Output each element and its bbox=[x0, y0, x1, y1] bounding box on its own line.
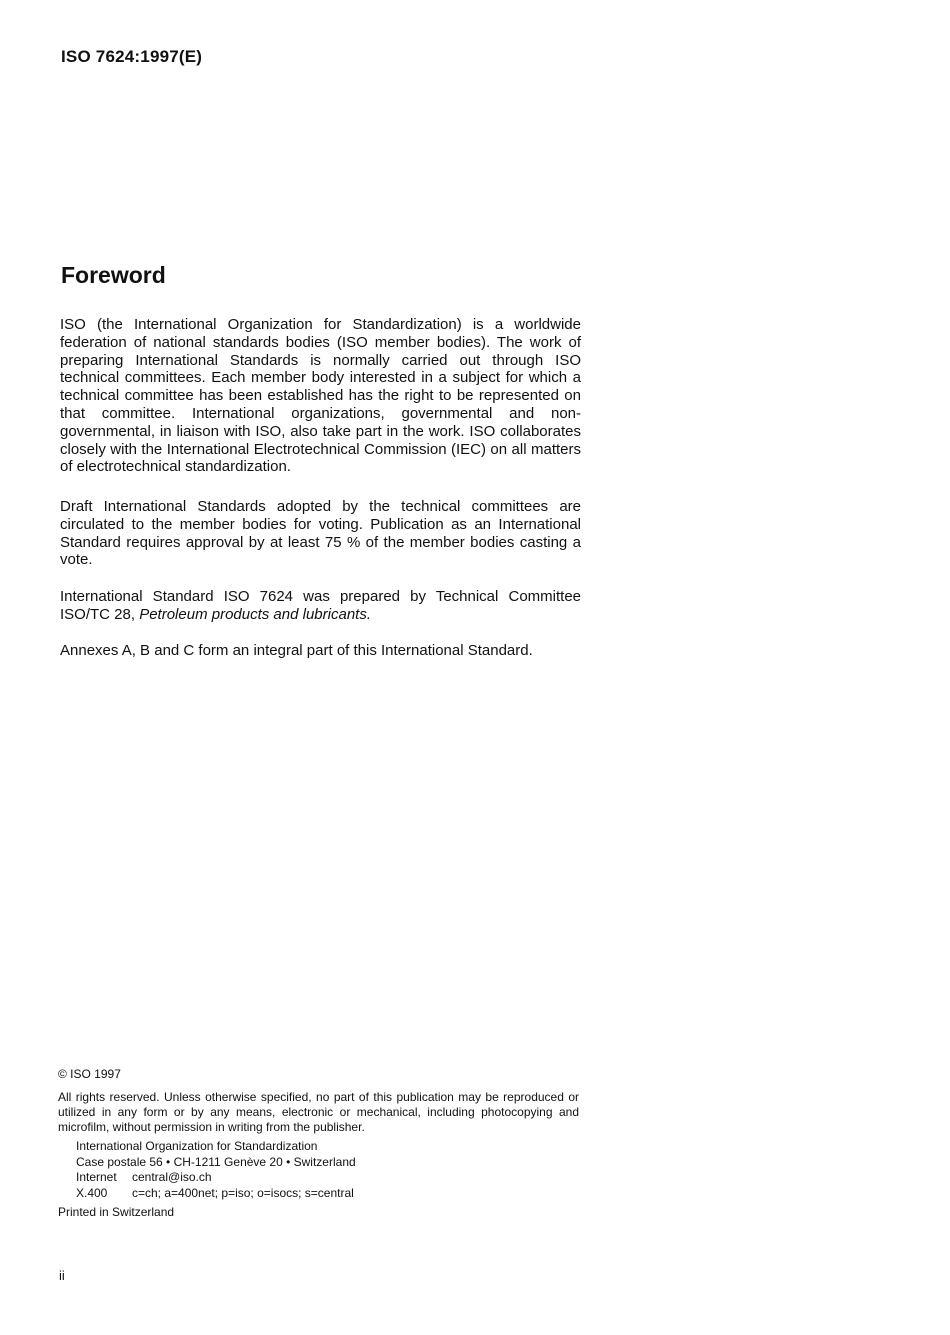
publisher-address bbox=[76, 1139, 579, 1201]
postal-address: Case postale 56 • CH-1211 Genève 20 • Switzerland bbox=[76, 1154, 356, 1169]
foreword-paragraph-3 bbox=[60, 588, 581, 624]
printed-in: Printed in Switzerland bbox=[58, 1205, 175, 1219]
copyright-block bbox=[58, 1067, 579, 1220]
foreword-paragraph-4: Annexes A, B and C form an integral part of this International Standard. bbox=[60, 642, 533, 659]
organization-name: International Organization for Standardization bbox=[76, 1139, 318, 1153]
internet-label: Internet bbox=[76, 1170, 117, 1184]
foreword-paragraph-1: ISO (the International Organization for Standardization) is a worldwide federation of national standards bodies (ISO member bodies). The work of preparing International Standards is normally carried out through ISO technical committees. Each member body interested in a subject for which a technical committee has been established has the right to be represented on that committee. International organizations, governmental and non-governmental, in liaison with ISO, also take part in the work. ISO collaborates closely with the International Electrotechnical Commission (IEC) on all matters of electrotechnical standardization. bbox=[60, 316, 581, 476]
copyright-line: © ISO 1997 bbox=[58, 1067, 121, 1081]
x400-address: c=ch; a=400net; p=iso; o=isocs; s=central bbox=[132, 1185, 354, 1200]
internet-address: central@iso.ch bbox=[132, 1170, 212, 1184]
foreword-paragraph-2: Draft International Standards adopted by the technical committees are circulated to the member bodies for voting. Publication as an International Standard requires approval by at least 75 % of the member bodies casting a vote. bbox=[60, 498, 581, 569]
page-number: ii bbox=[59, 1268, 65, 1283]
rights-statement: All rights reserved. Unless otherwise specified, no part of this publication may be reproduced or utilized in any form or by any means, electronic or mechanical, including photocopying and microfilm, without permission in writing from the publisher. bbox=[58, 1090, 579, 1134]
paragraph-3-text: International Standard ISO 7624 was prepared by Technical Committee ISO/TC 28, bbox=[60, 588, 581, 623]
x400-label: X.400 bbox=[76, 1185, 108, 1200]
foreword-heading: Foreword bbox=[61, 262, 166, 288]
x400-row bbox=[76, 1186, 579, 1202]
internet-row bbox=[76, 1170, 579, 1186]
committee-title: Petroleum products and lubricants. bbox=[139, 605, 371, 623]
document-id: ISO 7624:1997(E) bbox=[61, 47, 203, 66]
